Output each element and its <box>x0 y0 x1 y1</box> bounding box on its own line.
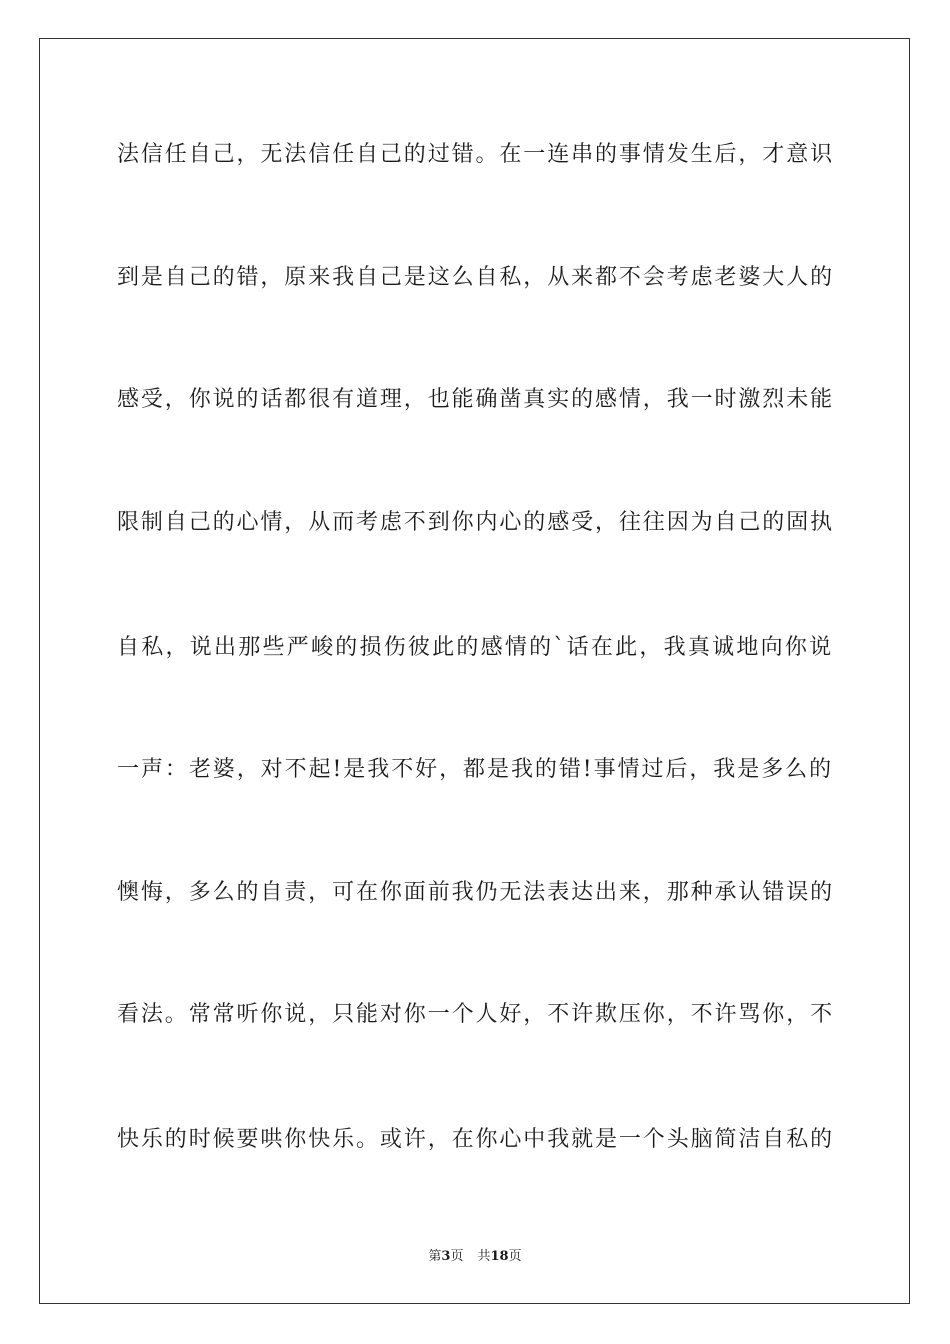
body-text-line: 一声：老婆，对不起!是我不好，都是我的错!事情过后，我是多么的 <box>117 757 833 782</box>
total-suffix: 页 <box>508 1249 522 1264</box>
body-text-line: 自私，说出那些严峻的损伤彼此的感情的`话在此，我真诚地向你说 <box>117 635 833 660</box>
body-text-line: 看法。常常听你说，只能对你一个人好，不许欺压你，不许骂你，不 <box>117 1002 835 1027</box>
body-text-line: 到是自己的错，原来我自己是这么自私，从来都不会考虑老婆大人的 <box>117 265 835 290</box>
body-text-line: 限制自己的心情，从而考虑不到你内心的感受，往往因为自己的固执 <box>117 510 835 535</box>
body-text-line: 快乐的时候要哄你快乐。或许，在你心中我就是一个头脑简洁自私的 <box>117 1127 835 1152</box>
total-pages: 18 <box>490 1249 509 1264</box>
body-text-line: 感受，你说的话都很有道理，也能确凿真实的感情，我一时激烈未能 <box>117 387 835 412</box>
page-border <box>39 38 910 1304</box>
page-number: 3 <box>441 1249 451 1264</box>
page-footer <box>0 1248 950 1266</box>
page-prefix: 第 <box>428 1249 442 1264</box>
page-suffix: 页 <box>450 1249 464 1264</box>
body-text-line: 懊悔，多么的自责，可在你面前我仍无法表达出来，那种承认错误的 <box>117 880 835 905</box>
total-prefix: 共 <box>477 1249 491 1264</box>
body-text-line: 法信任自己，无法信任自己的过错。在一连串的事情发生后，才意识 <box>117 142 835 167</box>
